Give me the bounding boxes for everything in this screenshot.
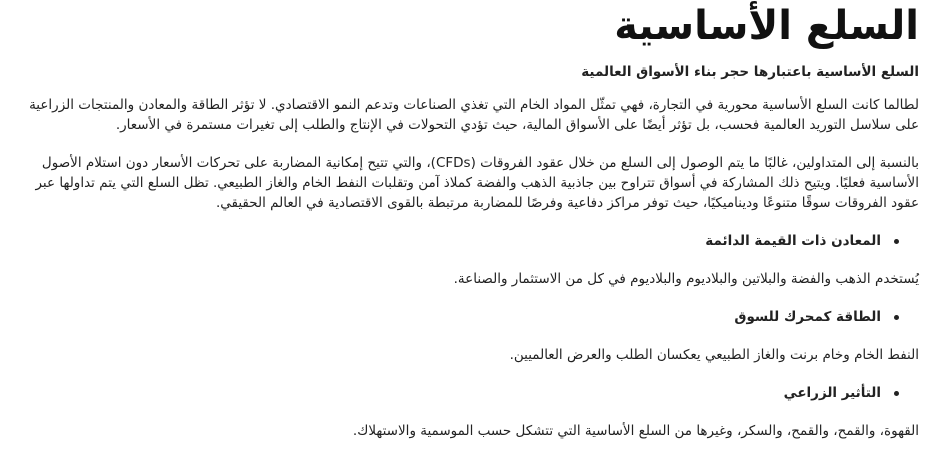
page-title: السلع الأساسية: [614, 3, 919, 49]
section-text-metals: يُستخدم الذهب والفضة والبلاتين والبلاديوم والبلاديوم في كل من الاستثمار والصناعة.: [453, 271, 919, 287]
section-text-energy: النفط الخام وخام برنت والغاز الطبيعي يعكسان الطلب والعرض العالميين.: [509, 347, 919, 363]
bullet-icon: [894, 239, 899, 244]
cfd-paragraph: بالنسبة إلى المتداولين، غالبًا ما يتم الوصول إلى السلع من خلال عقود الفروقات (CFDs)، والتي تتيح إمكانية المضاربة على تحركات الأسعار دون استلام الأصول الأساسية فعليًا. ويتيح ذلك المشاركة في أسواق تتراوح بين جاذبية الذهب والفضة كملاذ آمن وتقلبات النفط الخام والغاز الطبيعي. تظل السلع التي يتم تداولها عبر عقود الفروقات سوقًا متنوعًا وديناميكيًا، حيث توفر مراكز دفاعية وفرصًا للمضاربة مرتبطة بالقوى الاقتصادية في العالم الحقيقي.: [35, 155, 919, 211]
section-heading-text: الطاقة كمحرك للسوق: [734, 309, 881, 325]
article: [0, 2, 931, 441]
section-heading-text: التأثير الزراعي: [783, 385, 881, 401]
intro-paragraph: لطالما كانت السلع الأساسية محورية في التجارة، فهي تمثّل المواد الخام التي تغذي الصناعات وتدعم النمو الاقتصادي. لا تؤثر الطاقة والمعادن والمنتجات الزراعية على سلاسل التوريد العالمية فحسب، بل تؤثر أيضًا على الأسواق المالية، حيث تؤدي التحولات في الإنتاج والطلب إلى تغيرات مستمرة في الأسعار.: [29, 97, 919, 133]
page-subtitle: السلع الأساسية باعتبارها حجر بناء الأسواق العالمية: [581, 64, 919, 80]
section-heading-metals: [18, 231, 899, 251]
section-text-agriculture: القهوة، والقمح، والقمح، والسكر، وغيرها من السلع الأساسية التي تتشكل حسب الموسمية والاستهلاك.: [352, 423, 919, 439]
section-heading-agriculture: [18, 383, 899, 403]
bullet-icon: [894, 391, 899, 396]
section-heading-text: المعادن ذات القيمة الدائمة: [705, 233, 881, 249]
bullet-icon: [894, 315, 899, 320]
section-heading-energy: [18, 307, 899, 327]
